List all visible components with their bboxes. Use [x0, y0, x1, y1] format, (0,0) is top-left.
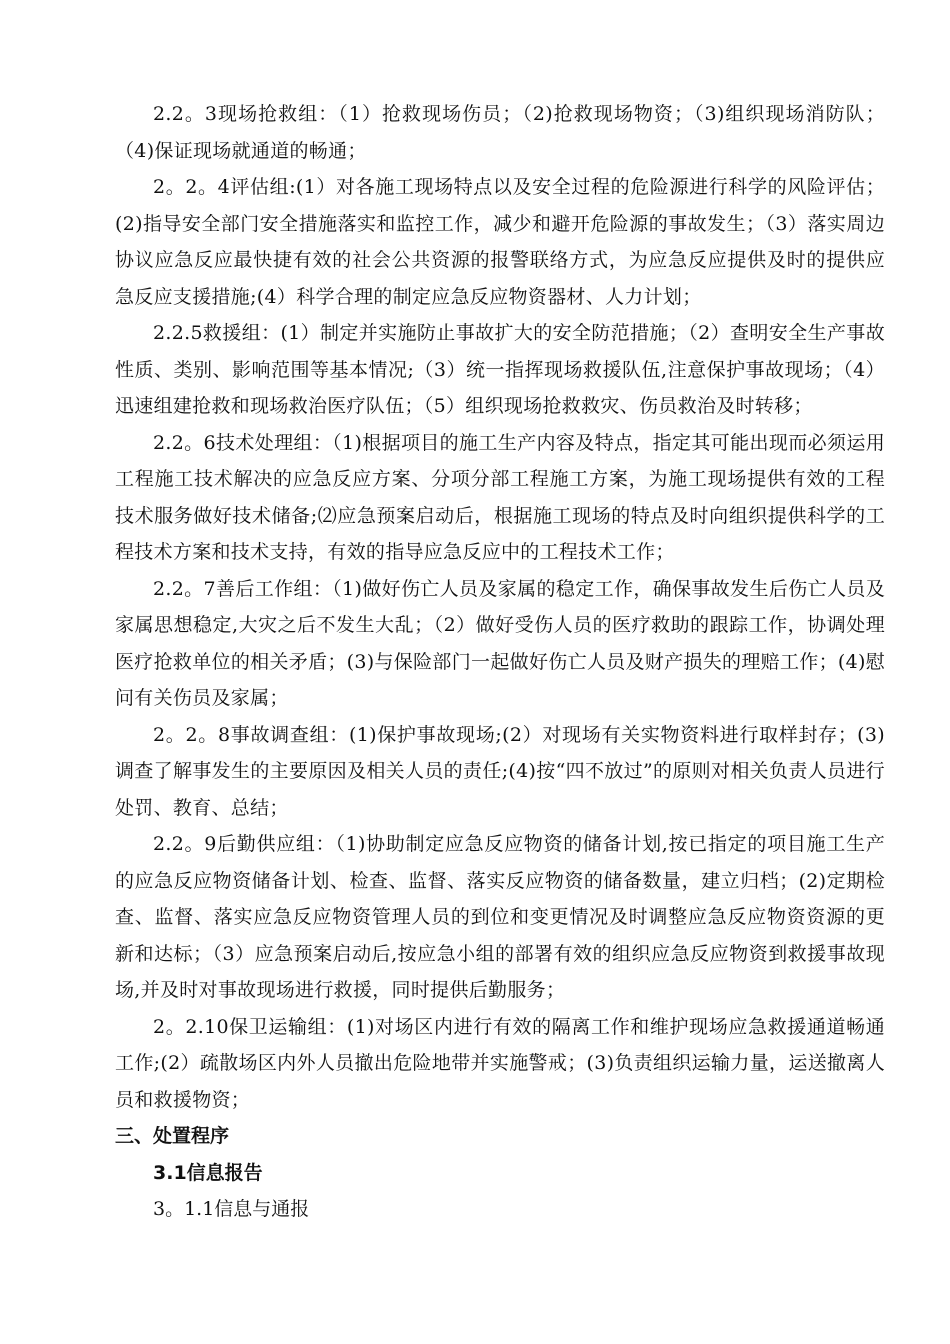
sub-subsection-heading: 3。1.1信息与通报: [153, 1198, 310, 1220]
paragraph-2-2-10-security-transport-group: 2。2.10保卫运输组：(1)对场区内进行有效的隔离工作和维护现场应急救援通道畅通工作;(2）疏散场区内外人员撤出危险地带并实施警戒；(3)负责组织运输力量，运送撤离人员和救援物资；: [115, 1015, 885, 1111]
paragraph-2-2-8-investigation-group: 2。2。8事故调查组：(1)保护事故现场;(2）对现场有关实物资料进行取样封存；(3)调查了解事发生的主要原因及相关人员的责任;(4)按“四不放过”的原则对相关负责人员进行处罚、教育、总结；: [115, 723, 885, 819]
paragraph-2-2-6-technical-group: 2.2。6技术处理组：（1)根据项目的施工生产内容及特点，指定其可能出现而必须运用工程施工技术解决的应急反应方案、分项分部工程施工方案，为施工现场提供有效的工程技术服务做好技术储备;⑵应急预案启动后，根据施工现场的特点及时向组织提供科学的工程技术方案和技术支持，有效的指导应急反应中的工程技术工作；: [115, 431, 885, 563]
document-body: [115, 96, 885, 1228]
paragraph-2-2-4-assessment-group: 2。2。4评估组:(1）对各施工现场特点以及安全过程的危险源进行科学的风险评估；(2)指导安全部门安全措施落实和监控工作，减少和避开危险源的事故发生；（3）落实周边协议应急反应最快捷有效的社会公共资源的报警联络方式，为应急反应提供及时的提供应急反应支援措施;(4）科学合理的制定应急反应物资器材、人力计划；: [115, 176, 885, 308]
paragraph-2-2-5-relief-group: 2.2.5救援组：(1）制定并实施防止事故扩大的安全防范措施；（2）查明安全生产事故性质、类别、影响范围等基本情况;（3）统一指挥现场救援队伍,注意保护事故现场；（4）迅速组建抢救和现场救治医疗队伍；（5）组织现场抢救救灾、伤员救治及时转移；: [115, 322, 885, 417]
section-heading: 三、处置程序: [115, 1125, 230, 1147]
paragraph-2-2-7-aftermath-group: 2.2。7善后工作组：（1)做好伤亡人员及家属的稳定工作，确保事故发生后伤亡人员及家属思想稳定,大灾之后不发生大乱；（2）做好受伤人员的医疗救助的跟踪工作，协调处理医疗抢救单位的相关矛盾；(3)与保险部门一起做好伤亡人员及财产损失的理赔工作；(4)慰问有关伤员及家属；: [115, 577, 885, 709]
subsection-heading: 3.1信息报告: [153, 1161, 263, 1184]
paragraph-2-2-9-logistics-group: 2.2。9后勤供应组：（1)协助制定应急反应物资的储备计划,按已指定的项目施工生产的应急反应物资储备计划、检查、监督、落实反应物资的储备数量，建立归档；(2)定期检查、监督、落实应急反应物资管理人员的到位和变更情况及时调整应急反应物资资源的更新和达标；（3）应急预案启动后,按应急小组的部署有效的组织应急反应物资到救援事故现场,并及时对事故现场进行救援，同时提供后勤服务；: [115, 833, 885, 1001]
paragraph-2-2-3-rescue-group: 2.2。3现场抢救组：（1）抢救现场伤员；（2)抢救现场物资；（3)组织现场消防队；（4)保证现场就通道的畅通；: [115, 103, 885, 162]
